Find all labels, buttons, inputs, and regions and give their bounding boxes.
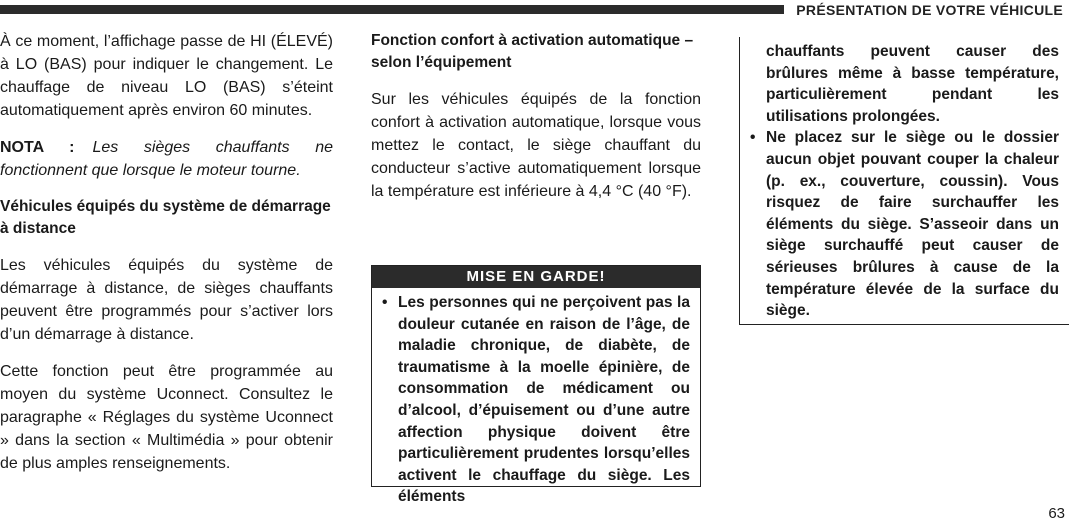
bullet-dot: • (750, 129, 756, 147)
warning-body (372, 288, 700, 508)
heading-remote-start: Véhicules équipés du système de démarrage à distance (0, 198, 331, 237)
warning-bullet (382, 292, 690, 508)
heading-auto-comfort: Fonction confort à activation automatique – selon l’équipement (371, 32, 694, 71)
warning-bullet (750, 127, 1059, 321)
paragraph-auto-comfort: Sur les véhicules équipés de la fonction confort à activation automatique, lorsque vous mettez le contact, le siège chauffant du conducteur s’active automatiquement lorsque la température est inférieure à 4,4 °C (40 °F). (371, 91, 701, 200)
warning-title: MISE EN GARDE! (372, 266, 700, 288)
nota-text: Les sièges chauffants ne fonctionnent que lorsque le moteur tourne. (0, 139, 333, 179)
paragraph-display-change: À ce moment, l’affichage passe de HI (ÉLEVÉ) à LO (BAS) pour indiquer le changement. Le chauffage de niveau LO (BAS) s’éteint automatiquement après environ 60 minutes. (0, 33, 333, 119)
nota-note (0, 136, 333, 182)
warning-box (371, 265, 701, 506)
warning-body-continued (740, 37, 1069, 322)
column-left (0, 30, 333, 475)
column-middle (371, 30, 701, 203)
warning-bullet-text: Les personnes qui ne perçoivent pas la douleur cutanée en raison de l’âge, de maladie chronique, de diabète, de traumatisme à la moelle épinière, de consommation de médicament ou d’alcool, d’épuisement ou d’une autre affection physique doivent être particulièrement prudentes lorsqu’elles activent le chauffage du siège. Les éléments (398, 294, 690, 506)
paragraph-remote-start: Les véhicules équipés du système de démarrage à distance, de sièges chauffants peuvent être programmés pour s’activer lors d’un démarrage à distance. (0, 257, 333, 343)
paragraph-uconnect: Cette fonction peut être programmée au moyen du système Uconnect. Consultez le paragraphe « Réglages du système Uconnect » dans la section « Multimédia » pour obtenir de plus amples renseignements. (0, 363, 333, 472)
page-number: 63 (1048, 505, 1065, 522)
page-header (0, 0, 1069, 20)
nota-label: NOTA : (0, 139, 75, 156)
warning-box-continued (739, 37, 1069, 325)
bullet-dot: • (382, 294, 388, 311)
warning-bullet-continuation: chauffants peuvent causer des brûlures même à basse température, particulièrement pendant les utilisations prolongées. (766, 43, 1059, 125)
warning-bullet-text: Ne placez sur le siège ou le dossier aucun objet pouvant couper la chaleur (p. ex., couverture, coussin). Vous risquez de faire surchauffer les éléments du siège. S’asseoir dans un siège surchauffé peut causer de sérieuses brûlures à cause de la température élevée de la surface du siège. (766, 129, 1059, 320)
section-title: PRÉSENTATION DE VOTRE VÉHICULE (784, 0, 1069, 20)
